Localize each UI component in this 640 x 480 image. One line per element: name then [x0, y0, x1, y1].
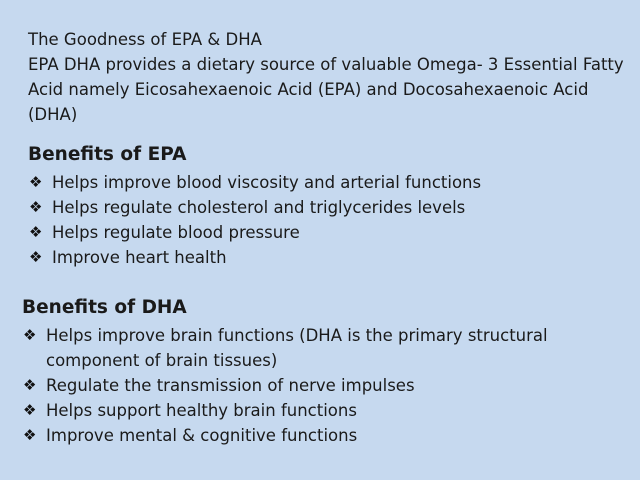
four-diamond-bullet-icon: ❖ [29, 198, 43, 216]
four-diamond-bullet-icon: ❖ [29, 173, 43, 191]
four-diamond-bullet-icon: ❖ [23, 326, 37, 344]
four-diamond-bullet-icon: ❖ [23, 426, 37, 444]
four-diamond-bullet-icon: ❖ [29, 248, 43, 266]
four-diamond-bullet-icon: ❖ [23, 376, 37, 394]
intro-title: The Goodness of EPA & DHA [28, 30, 262, 49]
list-item [28, 195, 628, 220]
list-item [22, 423, 628, 448]
four-diamond-bullet-icon: ❖ [23, 401, 37, 419]
list-item [28, 170, 628, 195]
list-item [28, 220, 628, 245]
epa-benefits-section [28, 142, 628, 270]
list-item-text: Helps improve brain functions (DHA is the primary structural component of brain tissues) [46, 326, 548, 370]
list-item [22, 323, 628, 373]
dha-heading: Benefits of DHA [22, 297, 187, 318]
intro-text: EPA DHA provides a dietary source of valuable Omega- 3 Essential Fatty Acid namely Eicosahexaenoic Acid (EPA) and Docosahexaenoic Acid (DHA) [28, 55, 624, 124]
list-item-text: Helps support healthy brain functions [46, 401, 357, 420]
list-item-text: Improve mental & cognitive functions [46, 426, 358, 445]
epa-benefits-list [28, 170, 628, 270]
dha-benefits-list [22, 323, 628, 448]
list-item-text: Improve heart health [52, 248, 227, 267]
list-item-text: Helps regulate blood pressure [52, 223, 300, 242]
list-item-text: Regulate the transmission of nerve impulses [46, 376, 415, 395]
list-item [28, 245, 628, 270]
list-item-text: Helps improve blood viscosity and arterial functions [52, 173, 482, 192]
four-diamond-bullet-icon: ❖ [29, 223, 43, 241]
list-item [22, 398, 628, 423]
intro-block [28, 27, 628, 127]
dha-benefits-section [22, 295, 628, 448]
epa-heading: Benefits of EPA [28, 144, 187, 165]
list-item-text: Helps regulate cholesterol and triglycerides levels [52, 198, 466, 217]
list-item [22, 373, 628, 398]
